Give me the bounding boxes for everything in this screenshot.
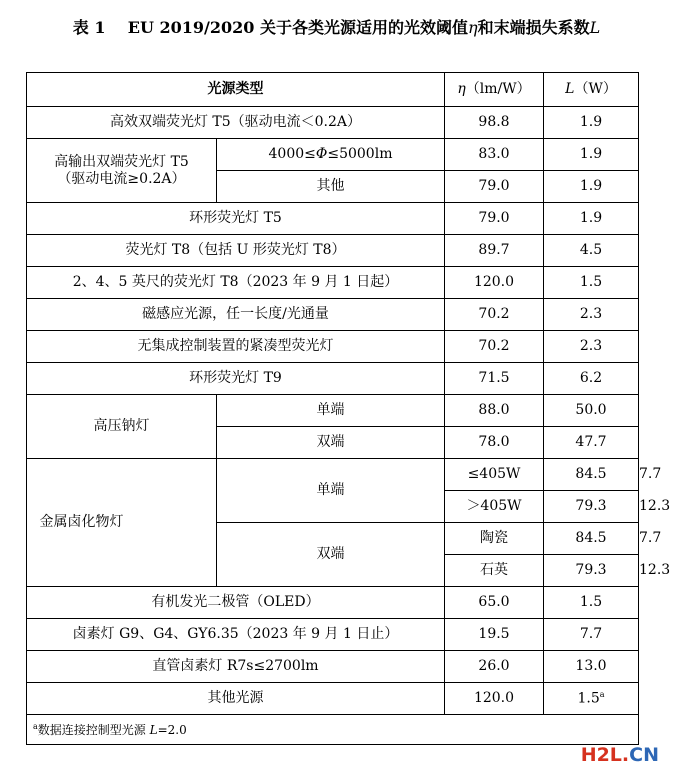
row-sub-label: ＞405W (445, 491, 544, 523)
eta-value: 79.0 (445, 203, 544, 235)
eta-value: 120.0 (445, 683, 544, 715)
footnote-marker: a (599, 690, 605, 700)
eta-value: 79.3 (544, 555, 639, 587)
title-L-symbol: L (589, 18, 601, 37)
row-label: 直管卤素灯 R7s≤2700lm (27, 651, 445, 683)
row-sub-group-label: 双端 (217, 523, 445, 587)
eta-value: 89.7 (445, 235, 544, 267)
row-group-label (27, 139, 217, 203)
eta-value: 70.2 (445, 299, 544, 331)
L-value: 2.3 (544, 331, 639, 363)
row-sub-label: 双端 (217, 427, 445, 459)
eta-value: 88.0 (445, 395, 544, 427)
table-row (27, 235, 639, 267)
table-row (27, 139, 639, 171)
L-value: 1.9 (544, 203, 639, 235)
row-label: 荧光灯 T8（包括 U 形荧光灯 T8） (27, 235, 445, 267)
eta-value: 19.5 (445, 619, 544, 651)
group-label-line1: 高输出双端荧光灯 T5 (54, 154, 189, 171)
header-L-unit: （W） (574, 81, 617, 98)
footnote-text: 数据连接控制型光源 (37, 722, 150, 737)
eta-value: 79.3 (544, 491, 639, 523)
footnote-L-symbol: L (149, 722, 158, 737)
L-value: 1.9 (544, 107, 639, 139)
L-value: 47.7 (544, 427, 639, 459)
L-value: 6.2 (544, 363, 639, 395)
L-value: 2.3 (544, 299, 639, 331)
row-label: 磁感应光源，任一长度/光通量 (27, 299, 445, 331)
row-label: 有机发光二极管（OLED） (27, 587, 445, 619)
row-sub-label: 其他 (217, 171, 445, 203)
efficacy-table (26, 72, 671, 745)
eta-value: 70.2 (445, 331, 544, 363)
footnote-tail: =2.0 (157, 722, 187, 737)
table-row (27, 619, 639, 651)
header-light-source-type: 光源类型 (27, 73, 445, 107)
row-sub-label: 石英 (445, 555, 544, 587)
eta-value: 71.5 (445, 363, 544, 395)
table-row (27, 299, 639, 331)
row-sub-label: ≤405W (445, 459, 544, 491)
header-L (544, 73, 639, 107)
group-label-line2: （驱动电流≥0.2A） (57, 170, 186, 187)
L-value: 50.0 (544, 395, 639, 427)
row-label: 其他光源 (27, 683, 445, 715)
table-row (27, 267, 639, 299)
L-value: 1.9 (544, 171, 639, 203)
table-row (27, 683, 639, 715)
L-value: 7.7 (544, 619, 639, 651)
table-row (27, 363, 639, 395)
eta-value: 78.0 (445, 427, 544, 459)
eta-value: 26.0 (445, 651, 544, 683)
header-eta (445, 73, 544, 107)
table-row: 双端 陶瓷 84.5 7.7 (27, 523, 639, 555)
table-row: 金属卤化物灯 单端 ≤405W 84.5 7.7 (27, 459, 639, 491)
watermark-cn: CN (629, 744, 659, 766)
eta-value: 84.5 (544, 523, 639, 555)
L-value: 1.5 (544, 587, 639, 619)
table-row (27, 651, 639, 683)
L-value: 13.0 (544, 651, 639, 683)
watermark-logo (581, 744, 659, 766)
eta-value: 65.0 (445, 587, 544, 619)
row-label: 2、4、5 英尺的荧光灯 T8（2023 年 9 月 1 日起） (27, 267, 445, 299)
table-footnote-row (27, 715, 639, 745)
L-value-text: 1.5 (577, 690, 600, 707)
header-eta-symbol: η (457, 81, 466, 98)
footnote-sup: a (33, 721, 38, 731)
row-sub-group-label: 单端 (217, 459, 445, 523)
row-label: 无集成控制装置的紧凑型荧光灯 (27, 331, 445, 363)
table-row: 石英 79.3 12.3 (27, 555, 639, 587)
header-eta-unit: （lm/W） (465, 81, 531, 98)
title-main: EU 2019/2020 关于各类光源适用的光效阈值 (127, 18, 468, 37)
row-label: 高效双端荧光灯 T5（驱动电流＜0.2A） (27, 107, 445, 139)
row-sub-label: 陶瓷 (445, 523, 544, 555)
table-header-row (27, 73, 639, 107)
table-number: 表 1 (72, 18, 106, 37)
phi-symbol: Φ (315, 146, 328, 163)
L-value (544, 683, 639, 715)
L-value: 1.5 (544, 267, 639, 299)
table-row (27, 395, 639, 427)
table-row (27, 203, 639, 235)
sub-label-head: 4000≤ (268, 146, 316, 163)
table-row (27, 107, 639, 139)
eta-value: 84.5 (544, 459, 639, 491)
L-value: 1.9 (544, 139, 639, 171)
row-group-label: 金属卤化物灯 (27, 459, 217, 587)
eta-value: 83.0 (445, 139, 544, 171)
watermark-h2l: H2L (580, 744, 622, 766)
eta-value: 98.8 (445, 107, 544, 139)
header-L-symbol: L (565, 81, 575, 98)
row-sub-label: 单端 (217, 395, 445, 427)
row-label: 环形荧光灯 T5 (27, 203, 445, 235)
title-mid: 和末端损失系数 (477, 18, 590, 37)
title-eta-symbol: η (467, 18, 478, 37)
row-group-label: 高压钠灯 (27, 395, 217, 459)
table-row (27, 331, 639, 363)
sub-label-tail: ≤5000lm (327, 146, 393, 163)
table-footnote (27, 715, 639, 745)
watermark-dot: . (621, 744, 630, 766)
L-value: 4.5 (544, 235, 639, 267)
row-label: 卤素灯 G9、G4、GY6.35（2023 年 9 月 1 日止） (27, 619, 445, 651)
eta-value: 79.0 (445, 171, 544, 203)
eta-value: 120.0 (445, 267, 544, 299)
table-row: ＞405W 79.3 12.3 (27, 491, 639, 523)
table-title (0, 15, 673, 38)
row-sub-label (217, 139, 445, 171)
table-row (27, 587, 639, 619)
row-label: 环形荧光灯 T9 (27, 363, 445, 395)
